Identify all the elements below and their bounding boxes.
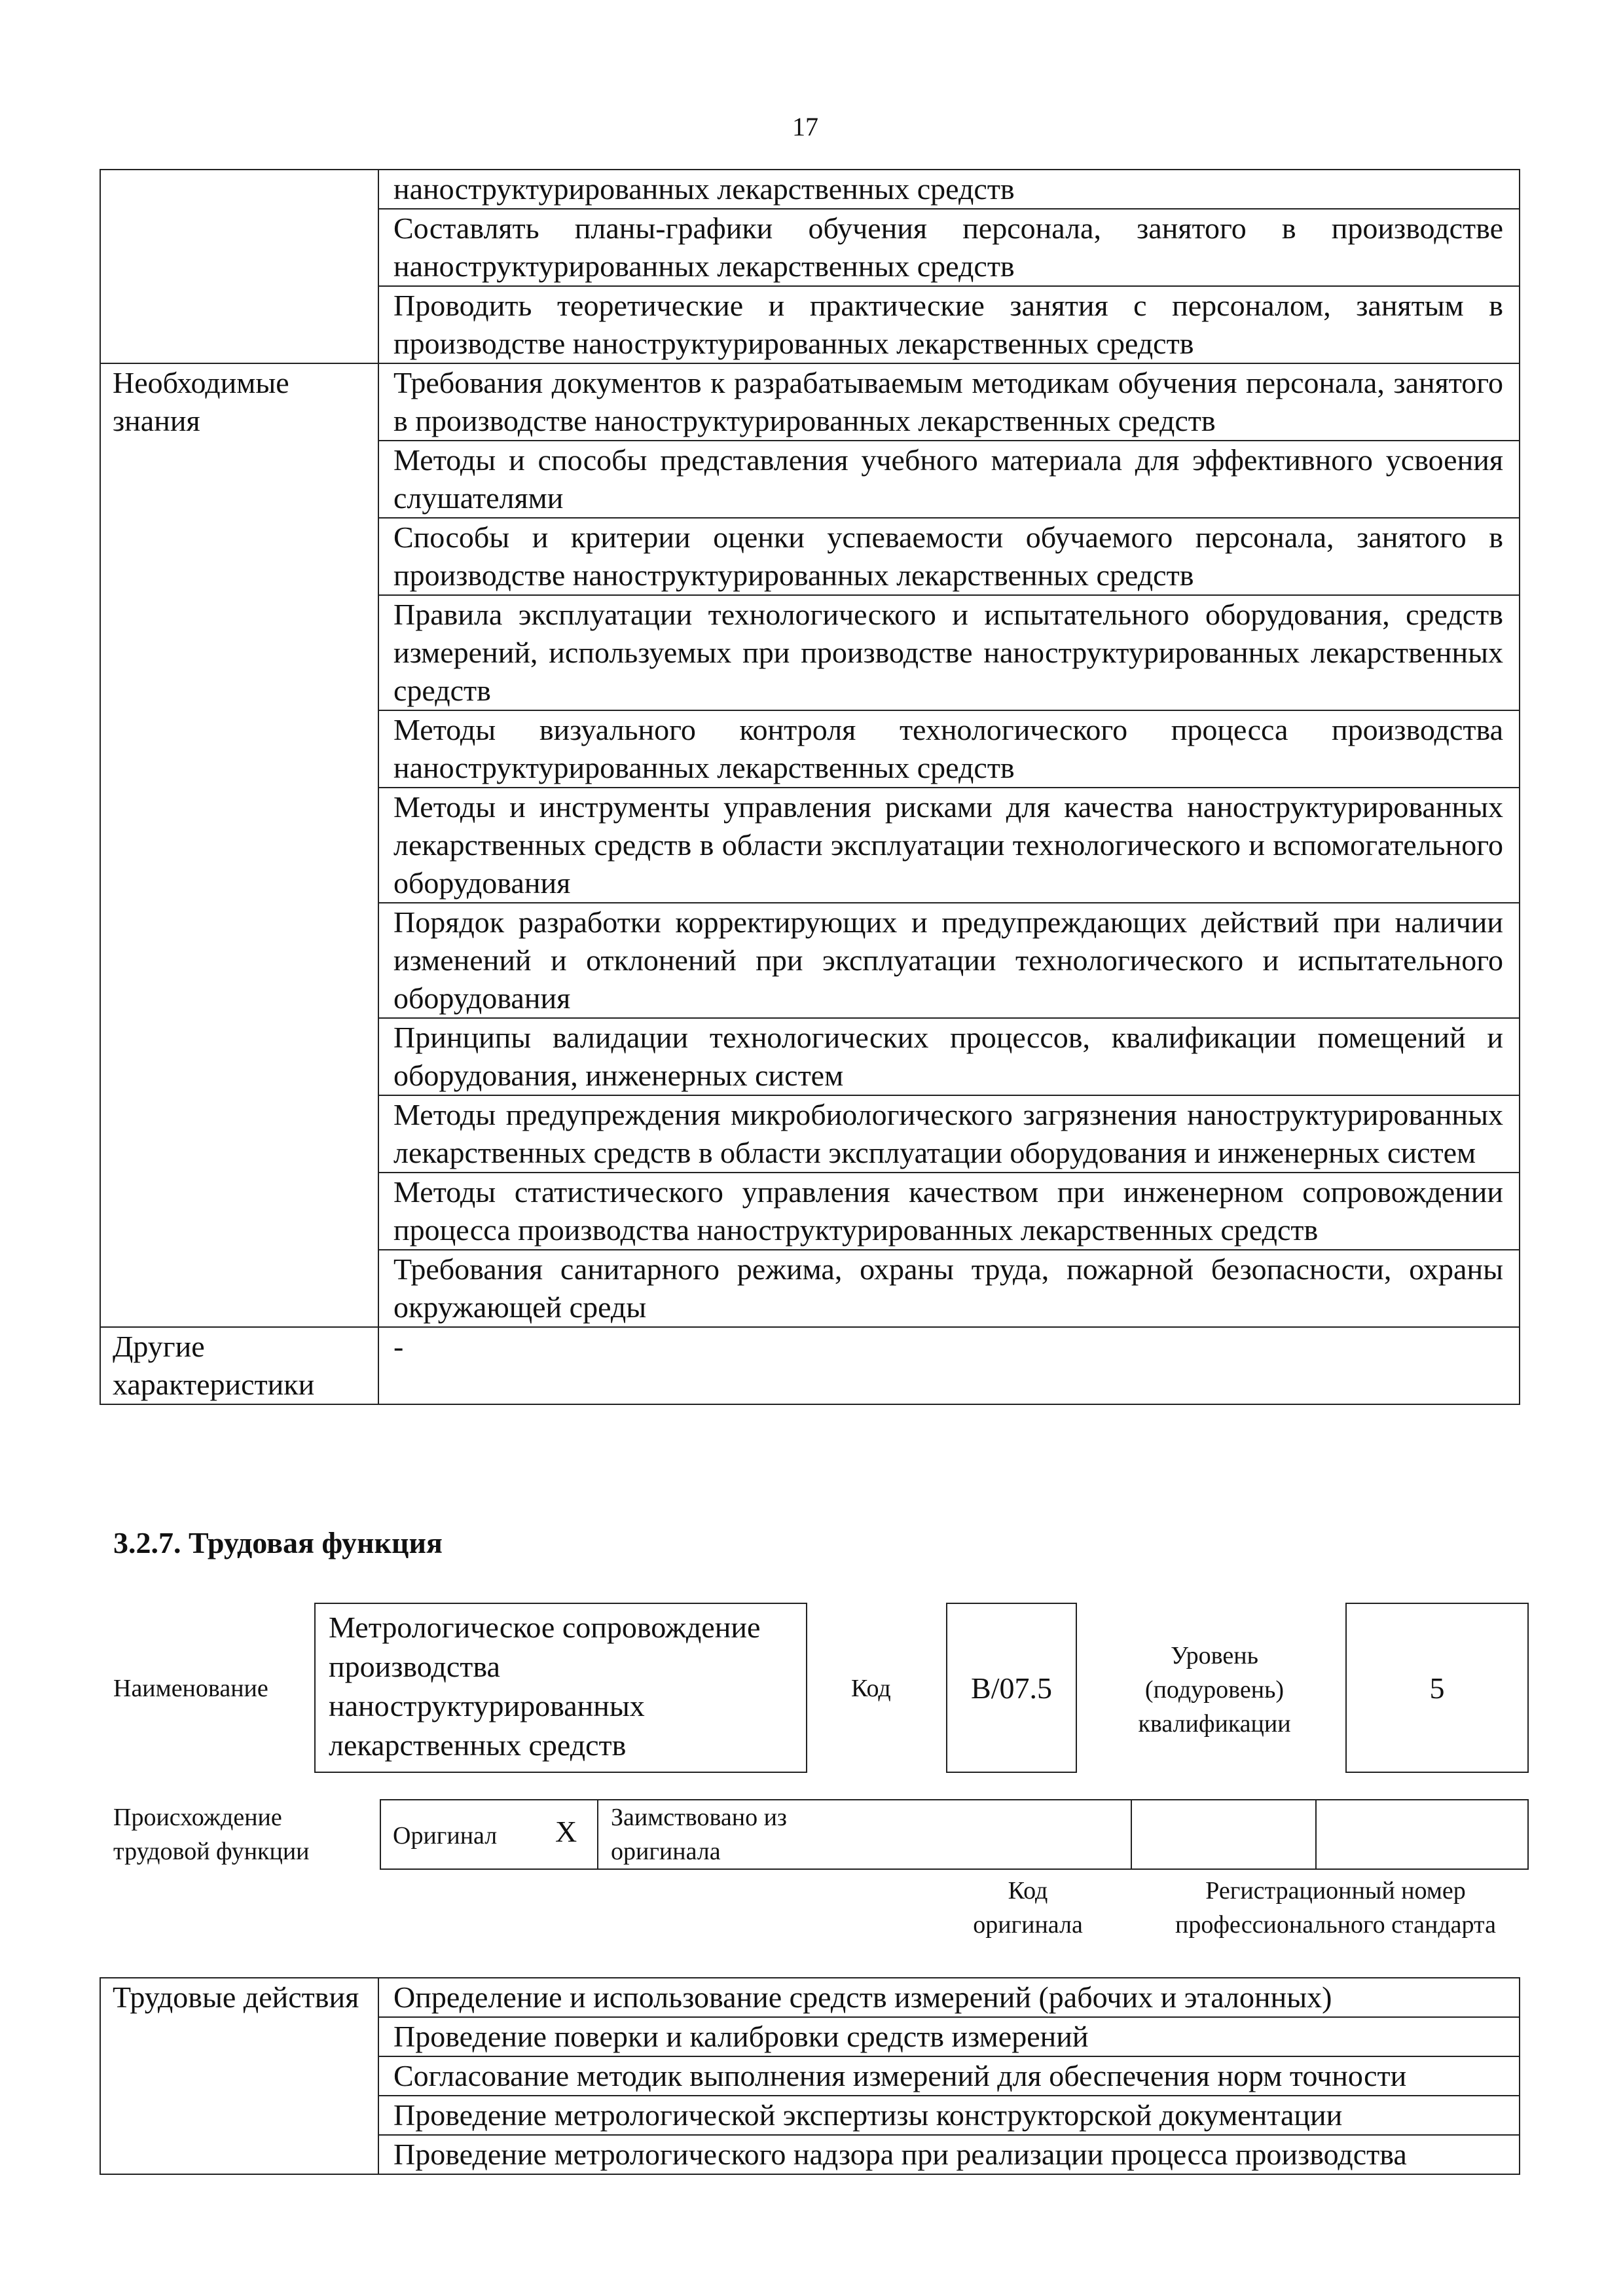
skill-item: наноструктурированных лекарственных средств <box>378 170 1520 209</box>
knowledge-item: Методы статистического управления качеством при инженерном сопровождении процесса производства наноструктурированных лекарственных средств <box>378 1173 1520 1250</box>
qualification-level-box: 5 <box>1345 1603 1529 1773</box>
table-row <box>100 1327 1520 1404</box>
skill-item: Проводить теоретические и практические занятия с персоналом, занятым в производстве наноструктурированных лекарственных средств <box>378 286 1520 363</box>
divider <box>1131 1800 1132 1868</box>
level-label: Уровень (подуровень) квалификации <box>1138 1642 1291 1738</box>
original-mark: X <box>555 1815 577 1848</box>
other-value: - <box>378 1327 1520 1404</box>
divider <box>1315 1800 1317 1868</box>
labor-action-item: Проведение метрологической экспертизы конструкторской документации <box>378 2096 1520 2135</box>
function-name-box: Метрологическое сопровождение производства наноструктурированных лекарственных средств <box>314 1603 807 1773</box>
divider <box>597 1800 598 1868</box>
origin-box <box>380 1799 1529 1870</box>
function-code-box: В/07.5 <box>946 1603 1077 1773</box>
labor-action-item: Проведение поверки и калибровки средств измерений <box>378 2017 1520 2056</box>
knowledge-item: Правила эксплуатации технологического и испытательного оборудования, средств измерений, используемых при производстве наноструктурированных лекарственных средств <box>378 595 1520 710</box>
original-label: Оригинал <box>393 1822 498 1850</box>
labor-action-item: Проведение метрологического надзора при реализации процесса производства <box>378 2135 1520 2174</box>
registration-caption: Регистрационный номер профессионального стандарта <box>1175 1877 1496 1939</box>
knowledge-item: Требования документов к разрабатываемым методикам обучения персонала, занятого в производстве наноструктурированных лекарственных средств <box>378 363 1520 441</box>
skill-item: Составлять планы-графики обучения персонала, занятого в производстве наноструктурированных лекарственных средств <box>378 209 1520 286</box>
code-label: Код <box>851 1675 891 1702</box>
knowledge-label: Необходимые знания <box>100 363 378 1327</box>
code-caption: Код оригинала <box>973 1877 1083 1939</box>
knowledge-item: Порядок разработки корректирующих и предупреждающих действий при наличии изменений и отклонений при эксплуатации технологического и испытательного оборудования <box>378 903 1520 1018</box>
knowledge-item: Методы предупреждения микробиологического загрязнения наноструктурированных лекарственных средств в области эксплуатации оборудования и инженерных систем <box>378 1095 1520 1173</box>
page-number: 17 <box>792 112 818 141</box>
table-row <box>100 170 1520 209</box>
borrowed-label: Заимствовано из оригинала <box>611 1804 787 1865</box>
labor-actions-table <box>100 1977 1520 2175</box>
knowledge-item: Требования санитарного режима, охраны труда, пожарной безопасности, охраны окружающей среды <box>378 1250 1520 1327</box>
knowledge-table <box>100 169 1520 1405</box>
origin-label: Происхождение трудовой функции <box>113 1804 310 1865</box>
knowledge-item: Методы и инструменты управления рисками для качества наноструктурированных лекарственных средств в области эксплуатации технологического и вспомогательного оборудования <box>378 788 1520 903</box>
knowledge-item: Методы визуального контроля технологического процесса производства наноструктурированных лекарственных средств <box>378 710 1520 788</box>
knowledge-item: Принципы валидации технологических процессов, квалификации помещений и оборудования, инженерных систем <box>378 1018 1520 1095</box>
table-row <box>100 363 1520 441</box>
empty-label-cell <box>100 170 378 363</box>
table-row <box>100 1978 1520 2017</box>
labor-actions-label: Трудовые действия <box>100 1978 378 2174</box>
labor-action-item: Согласование методик выполнения измерений для обеспечения норм точности <box>378 2056 1520 2096</box>
knowledge-item: Способы и критерии оценки успеваемости обучаемого персонала, занятого в производстве наноструктурированных лекарственных средств <box>378 518 1520 595</box>
knowledge-item: Методы и способы представления учебного материала для эффективного усвоения слушателями <box>378 441 1520 518</box>
section-title: 3.2.7. Трудовая функция <box>113 1526 443 1559</box>
other-label: Другие характеристики <box>100 1327 378 1404</box>
labor-action-item: Определение и использование средств измерений (рабочих и эталонных) <box>378 1978 1520 2017</box>
name-label: Наименование <box>113 1675 268 1702</box>
